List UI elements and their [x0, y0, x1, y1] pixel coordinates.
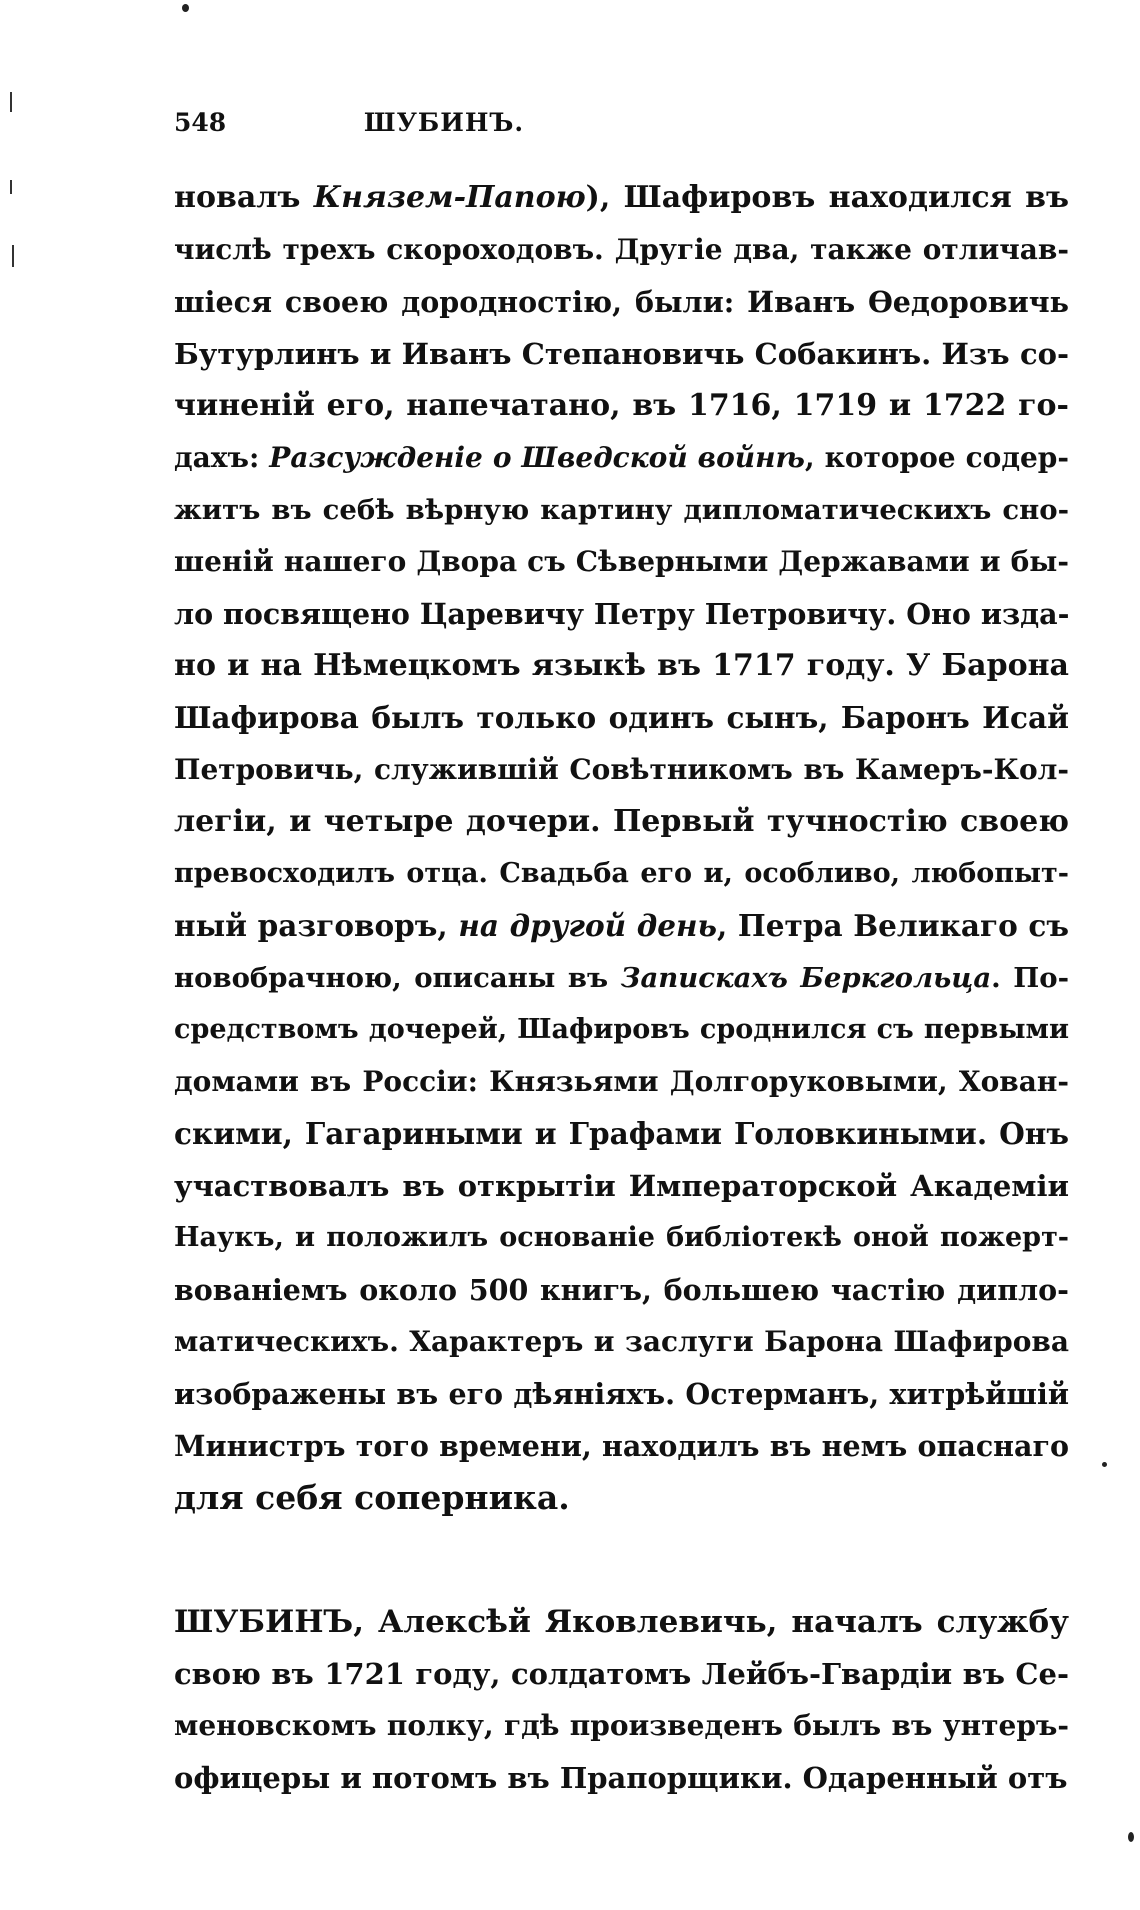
- text-line: [174, 224, 1069, 276]
- text-line: [174, 1160, 1069, 1212]
- text-line: [174, 1056, 1069, 1108]
- text-line: [174, 1108, 1069, 1160]
- text-run: средствомъ дочерей, Шафировъ сроднился съ первыми: [174, 1014, 1069, 1045]
- text-line: [174, 692, 1069, 744]
- text-run: ло посвящено Царевичу Петру Петровичу. Оно изда-: [174, 597, 1069, 631]
- text-line: [174, 640, 1069, 692]
- running-head: ШУБИНЪ.: [363, 108, 525, 137]
- text-line: [174, 1420, 1069, 1472]
- text-run: легіи, и четыре дочери. Первый тучностію своею: [174, 804, 1069, 839]
- text-run: новалъ: [174, 180, 314, 215]
- text-run: Петровичь, служившій Совѣтникомъ въ Камеръ-Кол-: [174, 753, 1069, 786]
- text-line: [174, 1004, 1069, 1056]
- text-run: превосходилъ отца. Свадьба его и, особливо, любопыт-: [174, 858, 1069, 889]
- text-line: [174, 172, 1069, 224]
- italic-text-run: на другой день: [458, 908, 718, 943]
- paragraph-1: [174, 172, 1069, 1524]
- text-run: ), Шафировъ находился въ: [585, 180, 1069, 215]
- scan-speck: [182, 4, 189, 12]
- text-run: новобрачною, описаны въ: [174, 962, 621, 994]
- text-line: [174, 276, 1069, 328]
- text-line: [174, 1752, 1069, 1804]
- text-run: Наукъ, и положилъ основаніе библіотекѣ оной пожерт-: [174, 1222, 1069, 1253]
- text-run: ный разговоръ,: [174, 908, 459, 943]
- text-run: чиненій его, напечатано, въ 1716, 1719 и 1722 го-: [174, 388, 1069, 423]
- text-run: , которое содер-: [804, 441, 1069, 474]
- scan-speck: [1128, 1832, 1134, 1842]
- text-run: матическихъ. Характеръ и заслуги Барона Шафирова: [174, 1325, 1069, 1358]
- text-run: числѣ трехъ скороходовъ. Другіе два, также отличав-: [174, 233, 1069, 266]
- paragraph-2: [174, 1596, 1069, 1804]
- margin-mark: [10, 92, 12, 112]
- text-run: . По-: [991, 962, 1069, 994]
- margin-mark: [10, 180, 12, 194]
- text-line: [174, 380, 1069, 432]
- paragraph-gap: [174, 1524, 1069, 1596]
- text-line: [174, 744, 1069, 796]
- italic-text-run: Разсужденіе о Шведской войнѣ: [269, 441, 805, 474]
- text-line: [174, 1264, 1069, 1316]
- text-run: изображены въ его дѣяніяхъ. Остерманъ, хитрѣйшій: [174, 1377, 1069, 1411]
- text-run: Министръ того времени, находилъ въ немъ опаснаго: [174, 1429, 1069, 1463]
- text-run: офицеры и потомъ въ Прапорщики. Одаренный отъ: [174, 1761, 1068, 1795]
- text-line: [174, 1368, 1069, 1420]
- text-run: , Петра Великаго съ: [717, 908, 1069, 943]
- text-run: Бутурлинъ и Иванъ Степановичь Собакинъ. Изъ со-: [174, 337, 1069, 371]
- text-run: шіеся своею дородностію, были: Иванъ Ѳедоровичь: [174, 285, 1069, 319]
- text-run: но и на Нѣмецкомъ языкѣ въ 1717 году. У Барона: [174, 648, 1069, 683]
- text-line: [174, 1316, 1069, 1368]
- text-line: [174, 536, 1069, 588]
- text-run: ШУБИНЪ, Алексѣй Яковлевичь, началъ службу: [174, 1604, 1069, 1640]
- text-run: свою въ 1721 году, солдатомъ Лейбъ-Гвардіи въ Се-: [174, 1657, 1069, 1691]
- text-run: для себя соперника.: [174, 1478, 570, 1517]
- scan-speck: [1102, 1462, 1107, 1467]
- text-line: [174, 1700, 1069, 1752]
- text-line: [174, 900, 1069, 952]
- text-run: участвовалъ въ открытіи Императорской Академіи: [174, 1169, 1069, 1203]
- text-line: [174, 588, 1069, 640]
- text-line: [174, 796, 1069, 848]
- text-line: [174, 328, 1069, 380]
- text-run: меновскомъ полку, гдѣ произведенъ былъ въ унтеръ-: [174, 1709, 1069, 1742]
- text-run: скими, Гагариными и Графами Головкиными. Онъ: [174, 1116, 1069, 1151]
- page-number: 548: [174, 108, 227, 137]
- text-line: [174, 952, 1069, 1004]
- italic-text-run: Князем-Папою: [313, 180, 586, 215]
- body-text: [174, 172, 1069, 1804]
- text-line: [174, 1596, 1069, 1648]
- text-run: Шафирова былъ только одинъ сынъ, Баронъ Исай: [174, 700, 1069, 735]
- text-line: [174, 1648, 1069, 1700]
- text-run: вованіемъ около 500 книгъ, большею частію дипло-: [174, 1273, 1069, 1307]
- text-line: [174, 484, 1069, 536]
- text-run: шеній нашего Двора съ Сѣверными Державами и бы-: [174, 545, 1069, 578]
- text-run: житъ въ себѣ вѣрную картину дипломатическихъ сно-: [174, 494, 1069, 526]
- text-line: [174, 848, 1069, 900]
- text-line: [174, 432, 1069, 484]
- text-line: [174, 1212, 1069, 1264]
- margin-mark: [12, 245, 14, 267]
- italic-text-run: Запискахъ Беркгольца: [620, 962, 992, 994]
- page-header: [174, 108, 1074, 148]
- text-line: [174, 1472, 1069, 1524]
- text-run: домами въ Россіи: Князьями Долгоруковыми, Хован-: [174, 1065, 1069, 1098]
- text-run: дахъ:: [174, 441, 270, 474]
